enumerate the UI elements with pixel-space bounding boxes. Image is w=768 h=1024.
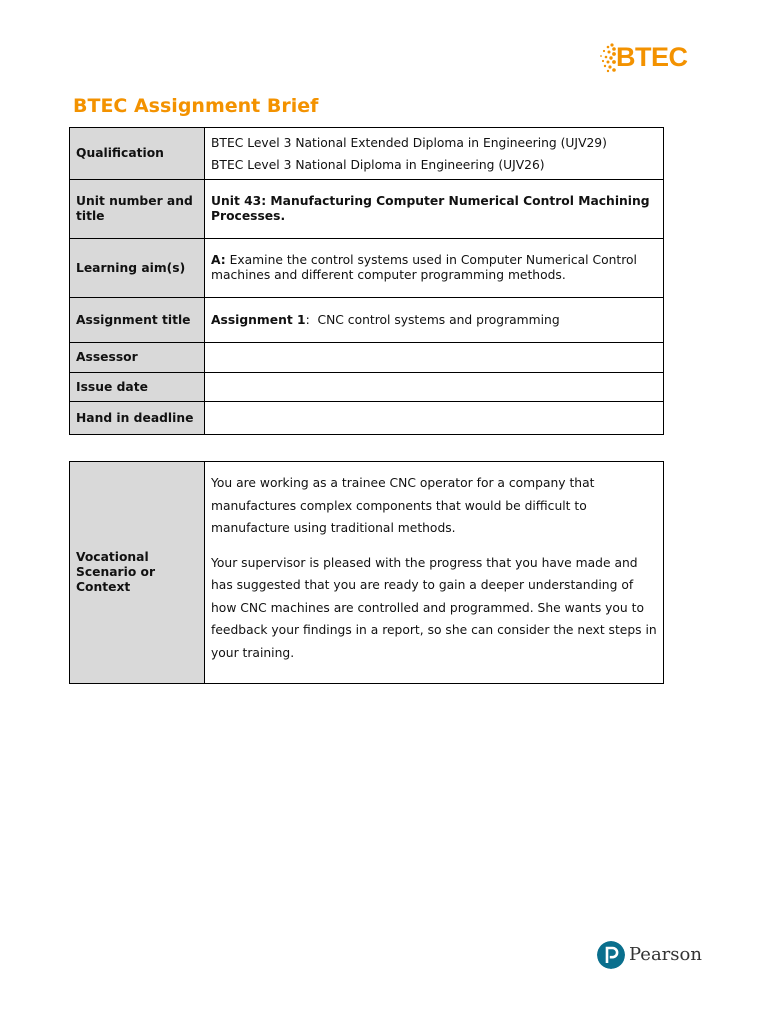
pearson-p-icon xyxy=(597,941,625,969)
document-title: BTEC Assignment Brief xyxy=(73,95,319,117)
btec-dots-icon xyxy=(598,42,618,74)
pearson-logo xyxy=(597,940,707,972)
learning-aim-text: Examine the control systems used in Computer Numerical Control machines and different computer programming methods. xyxy=(211,253,637,282)
assessor-value[interactable] xyxy=(205,343,664,373)
unit-label: Unit number and title xyxy=(70,180,205,239)
qualification-label: Qualification xyxy=(70,128,205,180)
issue-date-label: Issue date xyxy=(70,373,205,402)
scenario-value xyxy=(205,462,664,684)
hand-in-label: Hand in deadline xyxy=(70,402,205,435)
table-row xyxy=(70,128,664,180)
table-row xyxy=(70,180,664,239)
assignment-title-value xyxy=(205,298,664,343)
scenario-label: Vocational Scenario or Context xyxy=(70,462,205,684)
unit-value: Unit 43: Manufacturing Computer Numerical Control Machining Processes. xyxy=(205,180,664,239)
table-row xyxy=(70,239,664,298)
qualification-line-1: BTEC Level 3 National Extended Diploma in Engineering (UJV29) xyxy=(211,135,607,150)
scenario-paragraph-2: Your supervisor is pleased with the progress that you have made and has suggested that you are ready to gain a deeper understanding of how CNC machines are controlled and programmed. She wants you to feedback your findings in a report, so she can consider the next steps in your training. xyxy=(211,555,657,660)
scenario-paragraph-1: You are working as a trainee CNC operator for a company that manufactures complex components that would be difficult to manufacture using traditional methods. xyxy=(211,476,595,535)
assignment-title-label: Assignment title xyxy=(70,298,205,343)
btec-logo xyxy=(598,40,698,76)
scenario-table xyxy=(69,461,664,684)
table-row xyxy=(70,298,664,343)
qualification-value xyxy=(205,128,664,180)
learning-aim-prefix: A: xyxy=(211,253,226,267)
hand-in-value[interactable] xyxy=(205,402,664,435)
assignment-title-prefix: Assignment 1 xyxy=(211,312,306,327)
table-row xyxy=(70,402,664,435)
pearson-logo-text: Pearson xyxy=(629,944,702,965)
learning-aim-value xyxy=(205,239,664,298)
table-row xyxy=(70,462,664,684)
assessor-label: Assessor xyxy=(70,343,205,373)
learning-aim-label: Learning aim(s) xyxy=(70,239,205,298)
assignment-title-text: : CNC control systems and programming xyxy=(305,312,560,327)
issue-date-value[interactable] xyxy=(205,373,664,402)
assignment-info-table xyxy=(69,127,664,435)
table-row xyxy=(70,343,664,373)
btec-logo-text: BTEC xyxy=(616,42,688,72)
table-row xyxy=(70,373,664,402)
qualification-line-2: BTEC Level 3 National Diploma in Engineering (UJV26) xyxy=(211,157,545,172)
